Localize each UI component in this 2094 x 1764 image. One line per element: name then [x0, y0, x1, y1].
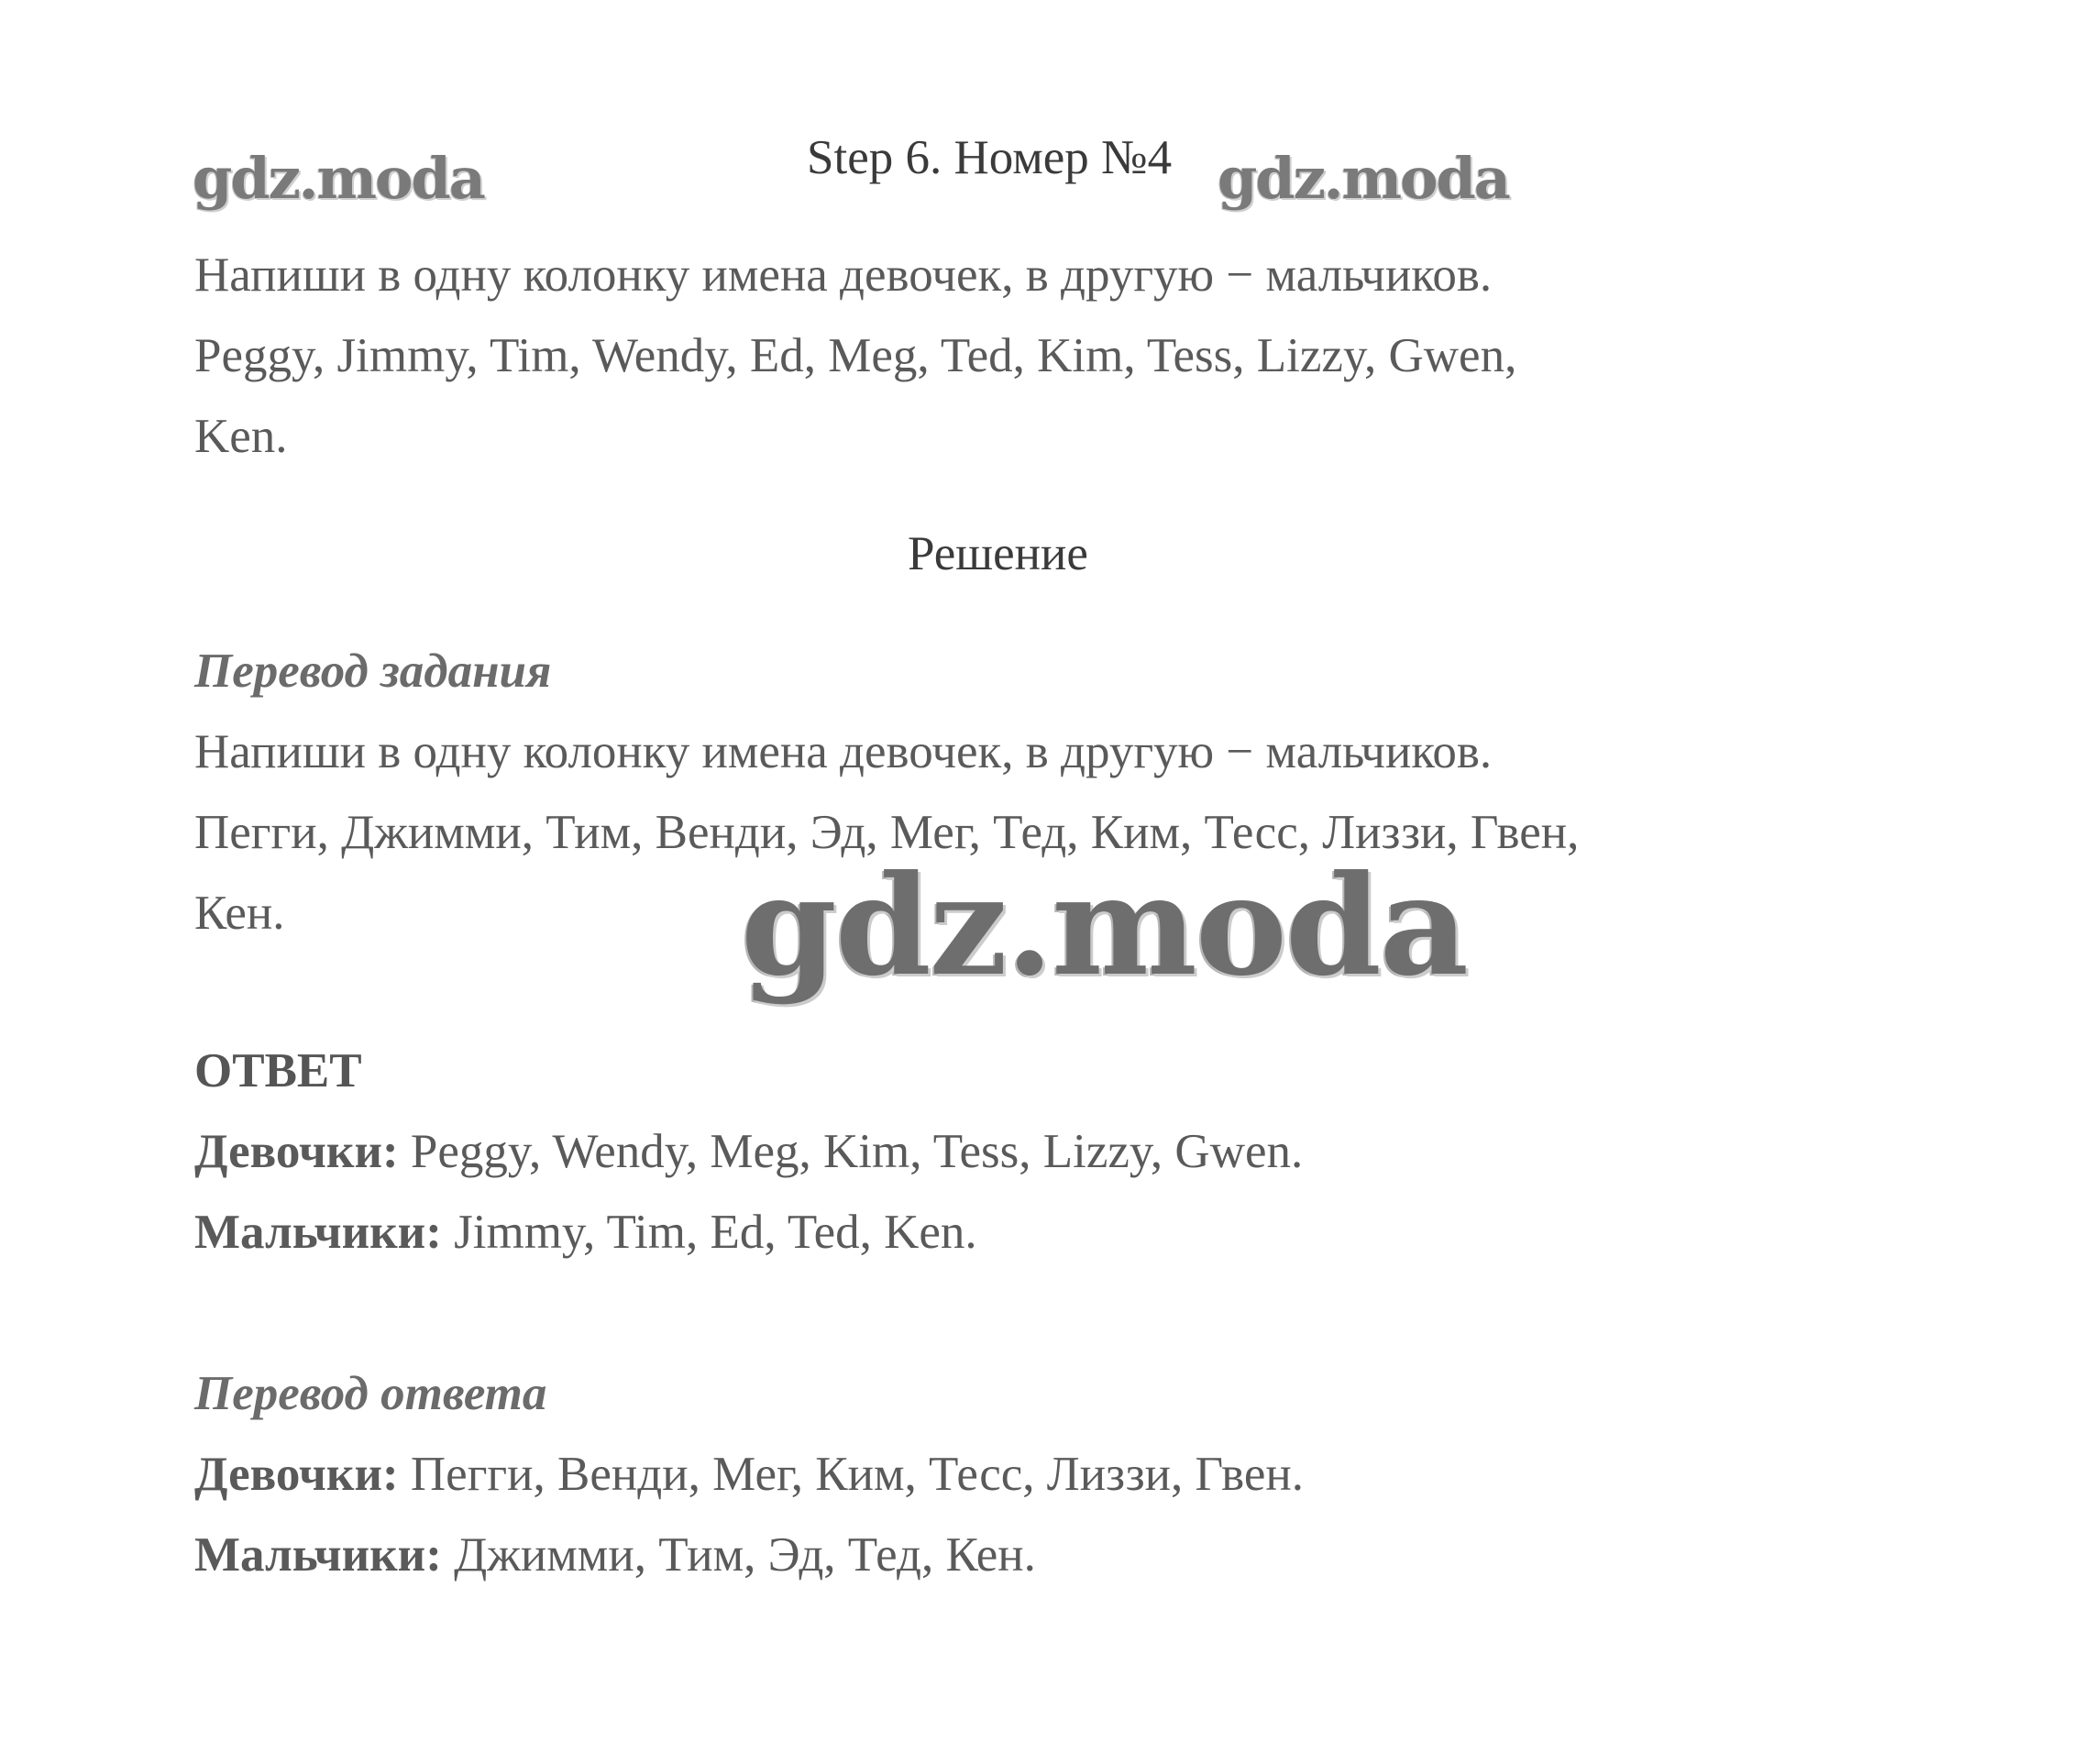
answer-girls-names: Peggy, Wendy, Meg, Kim, Tess, Lizzy, Gwen. — [398, 1125, 1304, 1178]
watermark-logo-center: gdz.moda — [741, 845, 1468, 1007]
watermark-logo: gdz.moda — [1218, 145, 1509, 212]
answer-translation-boys-line — [194, 1526, 1036, 1584]
answer-translation-boys-names: Джимми, Тим, Эд, Тед, Кен. — [441, 1528, 1036, 1582]
answer-girls-line — [194, 1122, 1303, 1181]
answer-translation-heading: Перевод ответа — [194, 1367, 547, 1420]
translation-instruction: Напиши в одну колонку имена девочек, в другую − мальчиков. — [194, 725, 1493, 778]
answer-boys-names: Jimmy, Tim, Ed, Ted, Ken. — [441, 1206, 977, 1259]
watermark-logo: gdz.moda — [193, 145, 484, 212]
translation-names-line-1: Пегги, Джимми, Тим, Венди, Эд, Мег, Тед, Ким, Тесс, Лиззи, Гвен, — [194, 806, 1580, 859]
answer-translation-girls-names: Пегги, Венди, Мег, Ким, Тесс, Лиззи, Гвен. — [398, 1448, 1304, 1501]
translation-heading: Перевод задания — [194, 645, 552, 698]
answer-translation-boys-label: Мальчики: — [194, 1528, 442, 1582]
task-names-line-2: Ken. — [194, 410, 288, 463]
task-names-line-1: Peggy, Jimmy, Tim, Wendy, Ed, Meg, Ted, Kim, Tess, Lizzy, Gwen, — [194, 329, 1517, 382]
solution-heading: Решение — [908, 527, 1088, 580]
translation-names-line-2: Кен. — [194, 887, 285, 940]
answer-girls-label: Девочки: — [194, 1125, 399, 1178]
page-title: Step 6. Номер №4 — [807, 131, 1173, 184]
answer-boys-line — [194, 1203, 977, 1262]
answer-boys-label: Мальчики: — [194, 1206, 442, 1259]
task-instruction: Напиши в одну колонку имена девочек, в другую − мальчиков. — [194, 248, 1493, 302]
answer-translation-girls-label: Девочки: — [194, 1448, 399, 1501]
answer-heading: ОТВЕТ — [194, 1044, 362, 1097]
answer-translation-girls-line — [194, 1445, 1304, 1504]
